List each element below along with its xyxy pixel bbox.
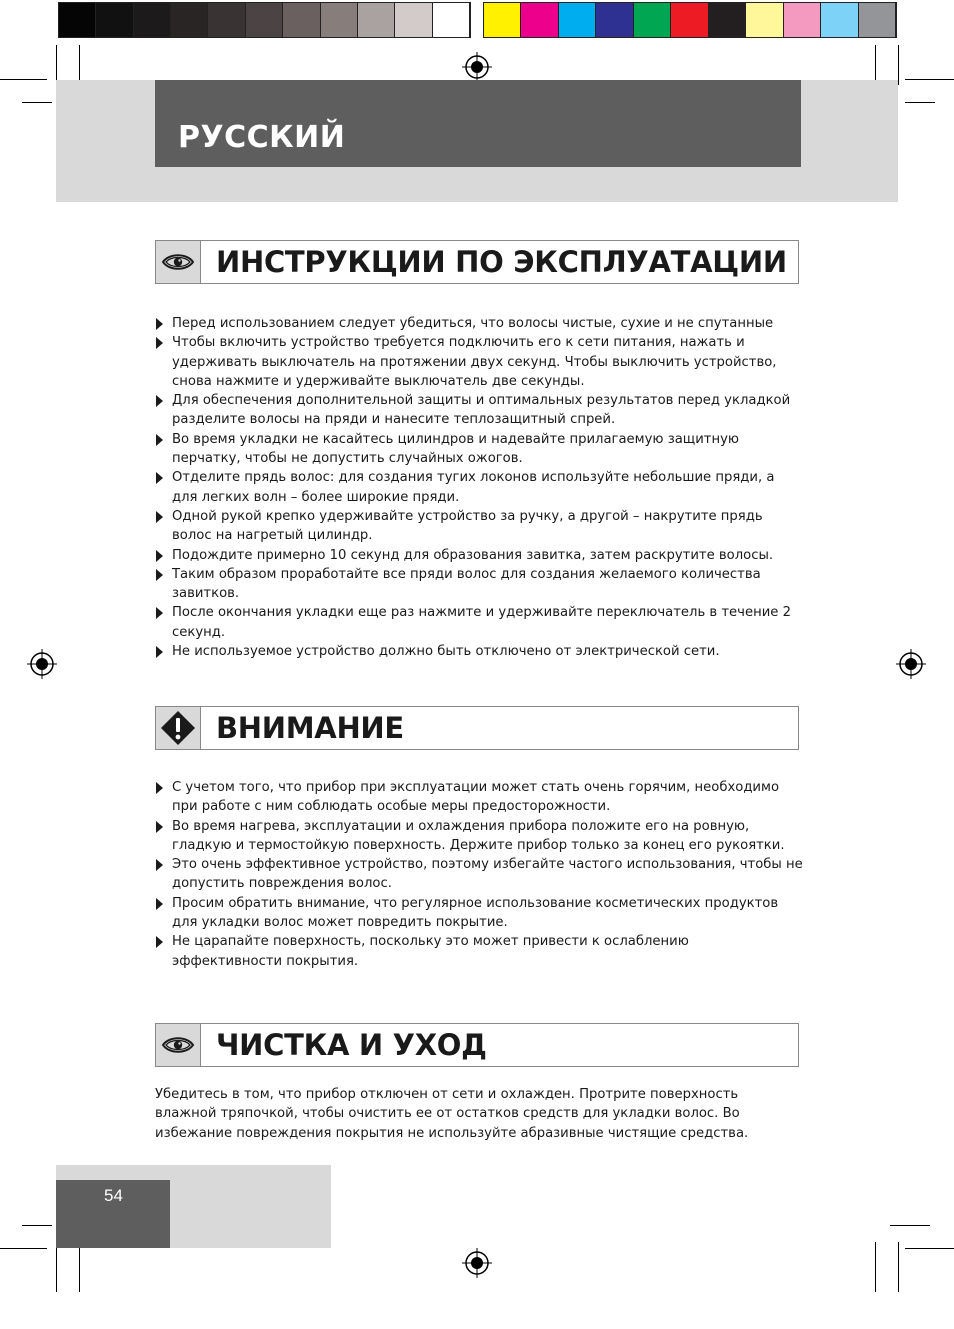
registration-mark-icon <box>462 52 492 82</box>
crop-mark <box>875 1242 876 1292</box>
section-header-warning <box>155 706 799 750</box>
color-swatch <box>283 3 320 37</box>
crop-mark <box>0 79 47 80</box>
color-swatch <box>784 3 821 37</box>
crop-mark <box>79 45 80 85</box>
cleaning-paragraph: Убедитесь в том, что прибор отключен от сети и охлажден. Протрите поверхность влажной тряпочкой, чтобы очистить ее от остатков средств для укладки волос. Во избежание повреждения покрытия не используйте абразивные чистящие средства. <box>155 1087 749 1141</box>
registration-mark-icon <box>896 649 926 679</box>
color-swatch <box>634 3 671 37</box>
list-item: Во время нагрева, эксплуатации и охлаждения прибора положите его на ровную, гладкую и термостойкую поверхность. Держите прибор только за конец его рукоятки. <box>155 817 803 856</box>
crop-mark <box>875 45 876 85</box>
color-calibration-bar <box>483 2 897 38</box>
grayscale-color-bar <box>58 2 471 38</box>
list-item: Это очень эффективное устройство, поэтому избегайте частого использования, чтобы не допустить повреждения волос. <box>155 855 803 894</box>
color-swatch <box>746 3 783 37</box>
registration-mark-icon <box>462 1248 492 1278</box>
color-swatch <box>596 3 633 37</box>
list-item: Подождите примерно 10 секунд для образования завитка, затем раскрутите волосы. <box>155 546 803 565</box>
color-swatch <box>134 3 171 37</box>
list-item: Для обеспечения дополнительной защиты и оптимальных результатов перед укладкой разделите волосы на пряди и нанесите теплозащитный спрей. <box>155 391 803 430</box>
list-item: Не используемое устройство должно быть отключено от электрической сети. <box>155 642 803 661</box>
section-header-cleaning <box>155 1023 799 1067</box>
crop-mark <box>56 45 57 85</box>
list-item: Чтобы включить устройство требуется подключить его к сети питания, нажать и удерживать выключатель на протяжении двух секунд. Чтобы выключить устройство, снова нажмите и удерживайте выключатель две секунды. <box>155 333 803 391</box>
registration-mark-icon <box>27 649 57 679</box>
color-swatch <box>709 3 746 37</box>
language-title: РУССКИЙ <box>178 120 346 155</box>
crop-mark <box>56 1242 57 1292</box>
crop-mark <box>890 1225 930 1226</box>
list-item: Отделите прядь волос: для создания тугих локонов используйте небольшие пряди, а для легких волн – более широкие пряди. <box>155 468 803 507</box>
color-swatch <box>246 3 283 37</box>
color-swatch <box>171 3 208 37</box>
page-number: 54 <box>104 1186 123 1205</box>
color-swatch <box>484 3 521 37</box>
list-item: Таким образом проработайте все пряди волос для создания желаемого количества завитков. <box>155 565 803 604</box>
list-item: Просим обратить внимание, что регулярное использование косметических продуктов для укладки волос может повредить покрытие. <box>155 894 803 933</box>
color-swatch <box>96 3 133 37</box>
color-swatch <box>559 3 596 37</box>
color-swatch <box>671 3 708 37</box>
list-item: После окончания укладки еще раз нажмите и удерживайте переключатель в течение 2 секунд. <box>155 603 803 642</box>
crop-mark <box>22 102 52 103</box>
instructions-list <box>155 314 803 661</box>
crop-mark <box>905 102 935 103</box>
crop-mark <box>22 1225 52 1226</box>
list-item: Одной рукой крепко удерживайте устройство за ручку, а другой – накрутите прядь волос на нагретый цилиндр. <box>155 507 803 546</box>
list-item: Не царапайте поверхность, поскольку это может привести к ослаблению эффективности покрытия. <box>155 932 803 971</box>
color-swatch <box>59 3 96 37</box>
section-title: ЧИСТКА И УХОД <box>216 1028 487 1062</box>
crop-mark <box>898 1242 899 1292</box>
list-item: С учетом того, что прибор при эксплуатации может стать очень горячим, необходимо при работе с ним соблюдать особые меры предосторожности. <box>155 778 803 817</box>
color-swatch <box>395 3 432 37</box>
color-swatch <box>433 3 470 37</box>
list-item: Перед использованием следует убедиться, что волосы чистые, сухие и не спутанные <box>155 314 803 333</box>
crop-mark <box>0 1248 47 1249</box>
color-swatch <box>521 3 558 37</box>
color-swatch <box>208 3 245 37</box>
section-header-instructions <box>155 240 799 284</box>
eye-icon <box>156 1024 201 1066</box>
section-title: ИНСТРУКЦИИ ПО ЭКСПЛУАТАЦИИ <box>216 245 787 279</box>
color-swatch <box>321 3 358 37</box>
warning-list <box>155 778 803 971</box>
eye-icon <box>156 241 201 283</box>
color-swatch <box>358 3 395 37</box>
crop-mark <box>898 45 899 85</box>
warning-icon <box>156 707 201 749</box>
color-swatch <box>859 3 896 37</box>
list-item: Во время укладки не касайтесь цилиндров и надевайте прилагаемую защитную перчатку, чтобы не допустить случайных ожогов. <box>155 430 803 469</box>
color-swatch <box>821 3 858 37</box>
section-title: ВНИМАНИЕ <box>216 711 404 745</box>
crop-mark <box>79 1242 80 1292</box>
crop-mark <box>905 79 954 80</box>
crop-mark <box>905 1248 954 1249</box>
